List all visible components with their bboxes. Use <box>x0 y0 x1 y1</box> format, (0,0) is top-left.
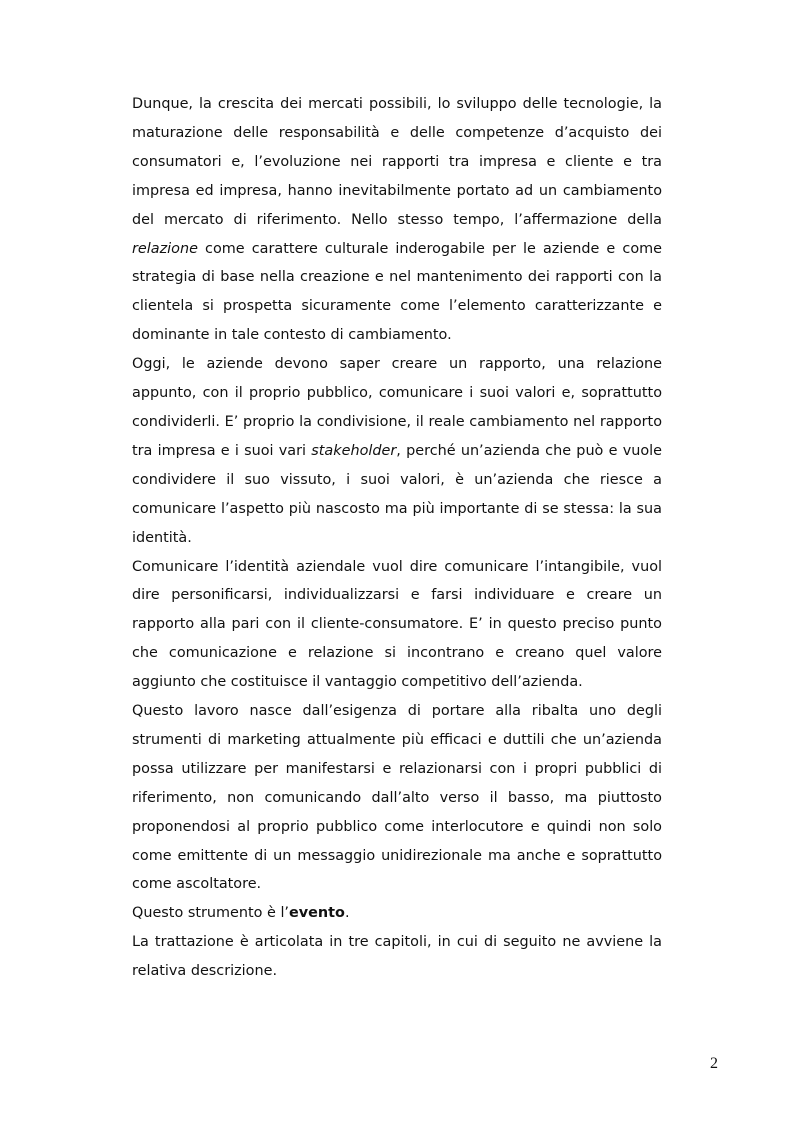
text-run: La trattazione è articolata in tre capitoli, in cui di seguito ne avviene la relativa descrizione. <box>132 934 662 980</box>
page-number: 2 <box>710 1055 718 1072</box>
text-run: Dunque, la crescita dei mercati possibili, lo sviluppo delle tecnologie, la maturazione delle responsabilità e delle competenze d’acquisto dei consumatori e, l’evoluzione nei rapporti tra impresa e cliente e tra impresa ed impresa, hanno inevitabilmente portato ad un cambiamento del mercato di riferimento. Nello stesso tempo, l’affermazione della <box>132 96 662 228</box>
text-run: , perché un’azienda che può e vuole condividere il suo vissuto, i suoi valori, è un’azienda che riesce a comunicare l’aspetto più nascosto ma più importante di se stessa: la sua identità. <box>132 442 662 546</box>
paragraph <box>132 553 662 698</box>
text-run: come carattere culturale inderogabile per le aziende e come strategia di base nella creazione e nel mantenimento dei rapporti con la clientela si prospetta sicuramente come l’elemento caratterizzante e dominante in tale contesto di cambiamento. <box>132 240 662 344</box>
italic-term: stakeholder <box>311 442 397 459</box>
text-run: . <box>344 905 350 922</box>
paragraph <box>132 697 662 899</box>
text-run: Comunicare l’identità aziendale vuol dire comunicare l’intangibile, vuol dire personificarsi, individualizzarsi e farsi individuare e creare un rapporto alla pari con il cliente-consumatore. E’ in questo preciso punto che comunicazione e relazione si incontrano e creano quel valore aggiunto che costituisce il vantaggio competitivo dell’azienda. <box>132 558 662 691</box>
paragraph <box>132 350 662 552</box>
text-run: Questo strumento è l’ <box>132 905 290 922</box>
body-text <box>132 90 662 986</box>
paragraph <box>132 928 662 986</box>
paragraph <box>132 899 662 928</box>
text-run: Oggi, le aziende devono saper creare un rapporto, una relazione appunto, con il proprio pubblico, comunicare i suoi valori e, soprattutto condividerli. E’ proprio la condivisione, il reale cambiamento nel rapporto tra impresa e i suoi vari <box>132 356 662 459</box>
paragraph <box>132 90 662 350</box>
text-run: Questo lavoro nasce dall’esigenza di portare alla ribalta uno degli strumenti di marketing attualmente più efficaci e duttili che un’azienda possa utilizzare per manifestarsi e relazionarsi con i propri pubblici di riferimento, non comunicando dall’alto verso il basso, ma piuttosto proponendosi al proprio pubblico come interlocutore e quindi non solo come emittente di un messaggio unidirezionale ma anche e soprattutto come ascoltatore. <box>132 703 662 893</box>
bold-term: evento <box>289 905 345 922</box>
italic-term: relazione <box>132 240 198 257</box>
